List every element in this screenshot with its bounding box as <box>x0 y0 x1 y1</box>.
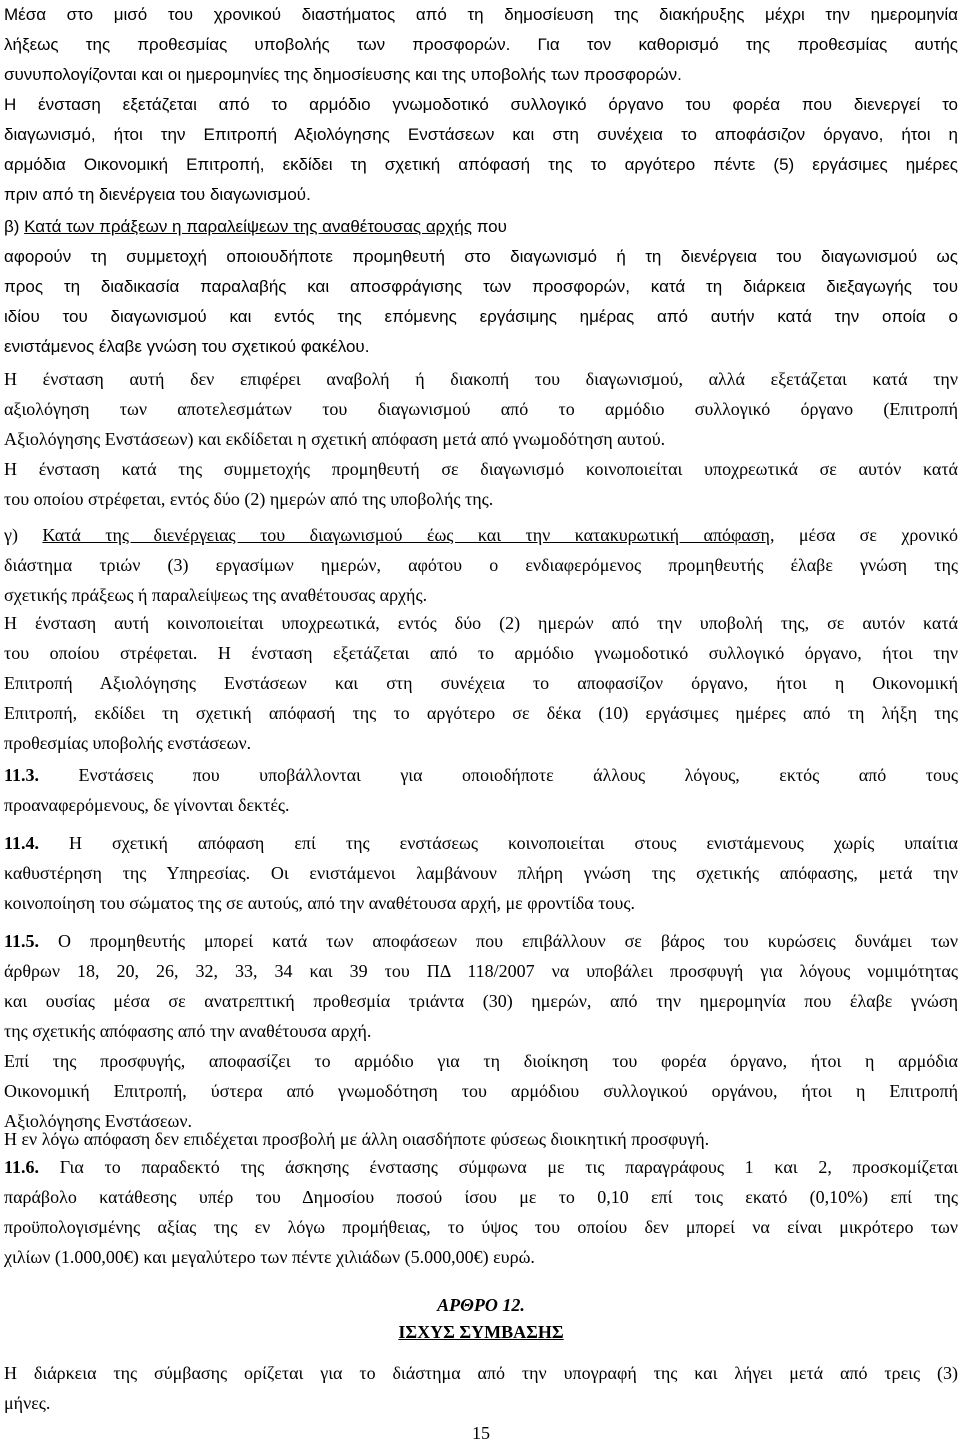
text-segment: Ενστάσεις που υποβάλλονται για οποιοδήποτε άλλους λόγους, εκτός από τους <box>39 765 958 785</box>
text-line: προαναφερόμενους, δε γίνονται δεκτές. <box>4 795 290 815</box>
text-line: ιδίου του διαγωνισμού και εντός της επόμενης εργάσιμης ημέρας από αυτήν κατά την οποία ο <box>4 307 958 326</box>
text-line: σχετικής πράξεως ή παραλείψεως της αναθέτουσας αρχής. <box>4 585 428 605</box>
text-line: άρθρων 18, 20, 26, 32, 33, 34 και 39 του ΠΔ 118/2007 να υποβάλει προσφυγή για λόγους νομιμότητας <box>4 961 958 981</box>
item-b-heading: Κατά των πράξεων η παραλείψεων της αναθέτουσας αρχής <box>24 217 472 236</box>
section-11-3-first-line <box>4 760 958 790</box>
text-line: λήξεως της προθεσμίας υποβολής των προσφορών. Για τον καθορισμό της προθεσμίας αυτής <box>4 35 958 54</box>
paragraph-objection-process <box>4 608 958 758</box>
section-11-5 <box>4 926 958 1046</box>
section-11-3 <box>4 760 958 820</box>
section-11-4 <box>4 828 958 918</box>
paragraph-contract-duration <box>4 1358 958 1418</box>
text-line: προϋπολογισμένης αξίας της εν λόγω προμήθειας, το ύψος του οποίου δεν μπορεί να είναι μικρότερο των <box>4 1217 958 1237</box>
text-line: Η ένσταση αυτή κοινοποιείται υποχρεωτικά, εντός δύο (2) ημερών από την υποβολή της, σε αυτόν κατά <box>4 613 958 633</box>
text-line: διάστημα τριών (3) εργασίμων ημερών, αφότου ο ενδιαφερόμενος προμηθευτής έλαβε γνώση της <box>4 555 958 575</box>
section-11-5-first-line <box>4 926 958 956</box>
text-line: του οποίου στρέφεται. Η ένσταση εξετάζεται από το αρμόδιο γνωμοδοτικό συλλογικό όργανο, ήτοι την <box>4 643 958 663</box>
text-line: χιλίων (1.000,00€) και μεγαλύτερο των πέντε χιλιάδων (5.000,00€) ευρώ. <box>4 1247 535 1267</box>
article-number: ΑΡΘΡΟ 12. <box>437 1295 525 1315</box>
text-line: Η εν λόγω απόφαση δεν επιδέχεται προσβολή με άλλη οιασδήποτε φύσεως διοικητική προσφυγή. <box>4 1129 710 1149</box>
page-number: 15 <box>472 1423 490 1443</box>
item-b-prefix: β) <box>4 217 25 236</box>
text-line: Επί της προσφυγής, αποφασίζει το αρμόδιο για τη διοίκηση του φορέα όργανο, ήτοι η αρμόδια <box>4 1051 958 1071</box>
section-number: 11.5. <box>4 931 40 951</box>
section-11-6-first-line <box>4 1152 958 1182</box>
text-line: και ουσίας μέσα σε ανατρεπτική προθεσμία τριάντα (30) ημερών, από την ημερομηνία που έλαβε γνώση <box>4 991 958 1011</box>
text-line: αρμόδια Οικονομική Επιτροπή, εκδίδει τη σχετική απόφασή της το αργότερο πέντε (5) εργάσιμες ημέρες <box>4 155 958 174</box>
text-line: καθυστέρηση της Υπηρεσίας. Οι ενιστάμενοι λαμβάνουν πλήρη γνώση της σχετικής απόφασης, μετά την <box>4 863 958 883</box>
item-g-prefix: γ) <box>4 525 43 545</box>
item-g-suffix: , μέσα σε χρονικό <box>769 525 959 545</box>
text-line: κοινοποίηση του σώματος της σε αυτούς, από την αναθέτουσα αρχή, με φροντίδα τους. <box>4 893 635 913</box>
text-line: διαγωνισμό, ήτοι την Επιτροπή Αξιολόγησης Ενστάσεων και στη συνέχεια το αποφάσιζον όργανο, ήτοι η <box>4 125 958 144</box>
paragraph-notification <box>4 454 958 514</box>
paragraph-objection-review <box>4 90 958 210</box>
article-heading <box>4 1292 958 1346</box>
text-line: αξιολόγηση των αποτελεσμάτων του διαγωνισμού από το αρμόδιο συλλογικό όργανο (Επιτροπή <box>4 399 958 419</box>
section-number: 11.4. <box>4 833 40 853</box>
text-line: συνυπολογίζονται και οι ημερομηνίες της δημοσίευσης και της υποβολής των προσφορών. <box>4 65 682 84</box>
text-line: Οικονομική Επιτροπή, ύστερα από γνωμοδότηση του αρμόδιου συλλογικού οργάνου, ήτοι η Επιτροπή <box>4 1081 958 1101</box>
text-line: παράβολο κατάθεσης υπέρ του Δημοσίου ποσού ίσου με το 0,10 επί τοις εκατό (0,10%) επί της <box>4 1187 958 1207</box>
text-line: μήνες. <box>4 1393 51 1413</box>
text-segment: Ο προμηθευτής μπορεί κατά των αποφάσεων που επιβάλλουν σε βάρος του κυρώσεις δυνάμει των <box>39 931 958 951</box>
text-line: Επιτροπή, εκδίδει τη σχετική απόφασή της το αργότερο σε δέκα (10) εργάσιμες ημέρες από τη λήξη της <box>4 703 958 723</box>
paragraph-appeal-decision <box>4 1046 958 1136</box>
item-b-suffix: που <box>471 217 507 236</box>
text-line: Η ένσταση εξετάζεται από το αρμόδιο γνωμοδοτικό συλλογικό όργανο του φορέα που διενεργεί το <box>4 95 958 114</box>
paragraph-final-decision <box>4 1124 958 1154</box>
item-g-heading: Κατά της διενέργειας του διαγωνισμού έως και την κατακυρωτική απόφαση <box>42 525 770 545</box>
section-11-4-first-line <box>4 828 958 858</box>
text-line: προθεσμίας υποβολής ενστάσεων. <box>4 733 252 753</box>
text-line: Αξιολόγησης Ενστάσεων) και εκδίδεται η σχετική απόφαση μετά από γνωμοδότηση αυτού. <box>4 429 666 449</box>
text-line: πριν από τη διενέργεια του διαγωνισμού. <box>4 185 311 204</box>
paragraph-no-postponement <box>4 364 958 454</box>
item-b-heading-line <box>4 212 958 242</box>
text-line: της σχετικής απόφασης από την αναθέτουσα αρχή. <box>4 1021 372 1041</box>
item-b <box>4 212 958 362</box>
article-title: ΙΣΧΥΣ ΣΥΜΒΑΣΗΣ <box>398 1322 564 1342</box>
text-line: Επιτροπή Αξιολόγησης Ενστάσεων και στη συνέχεια το αποφασίζον όργανο, ήτοι η Οικονομική <box>4 673 958 693</box>
paragraph-intro <box>4 0 958 90</box>
item-g <box>4 520 958 610</box>
text-segment: Για το παραδεκτό της άσκησης ένστασης σύμφωνα με τις παραγράφους 1 και 2, προσκομίζεται <box>39 1157 958 1177</box>
text-line: προς τη διαδικασία παραλαβής και αποσφράγισης των προσφορών, κατά τη διάρκεια διεξαγωγής του <box>4 277 958 296</box>
text-line: Η ένσταση αυτή δεν επιφέρει αναβολή ή διακοπή του διαγωνισμού, αλλά εξετάζεται κατά την <box>4 369 958 389</box>
text-segment: Η σχετική απόφαση επί της ενστάσεως κοινοποιείται στους ενιστάμενους χωρίς υπαίτια <box>39 833 958 853</box>
text-line: ενιστάμενος έλαβε γνώση του σχετικού φακέλου. <box>4 337 370 356</box>
section-number: 11.6. <box>4 1157 40 1177</box>
section-11-6 <box>4 1152 958 1272</box>
text-line: Μέσα στο μισό του χρονικού διαστήματος από τη δημοσίευση της διακήρυξης μέχρι την ημερομηνία <box>4 5 958 24</box>
text-line: του οποίου στρέφεται, εντός δύο (2) ημερών από της υποβολής της. <box>4 489 494 509</box>
text-line: Αξιολόγησης Ενστάσεων. <box>4 1111 192 1131</box>
item-g-heading-line <box>4 520 958 550</box>
text-line: αφορούν τη συμμετοχή οποιουδήποτε προμηθευτή στο διαγωνισμό ή τη διενέργεια του διαγωνισμού ως <box>4 247 958 266</box>
text-line: Η ένσταση κατά της συμμετοχής προμηθευτή σε διαγωνισμό κοινοποιείται υποχρεωτικά σε αυτόν κατά <box>4 459 958 479</box>
text-line: Η διάρκεια της σύμβασης ορίζεται για το διάστημα από την υπογραφή της και λήγει μετά από τρεις (3) <box>4 1363 958 1383</box>
section-number: 11.3. <box>4 765 40 785</box>
document-page <box>4 0 958 1444</box>
